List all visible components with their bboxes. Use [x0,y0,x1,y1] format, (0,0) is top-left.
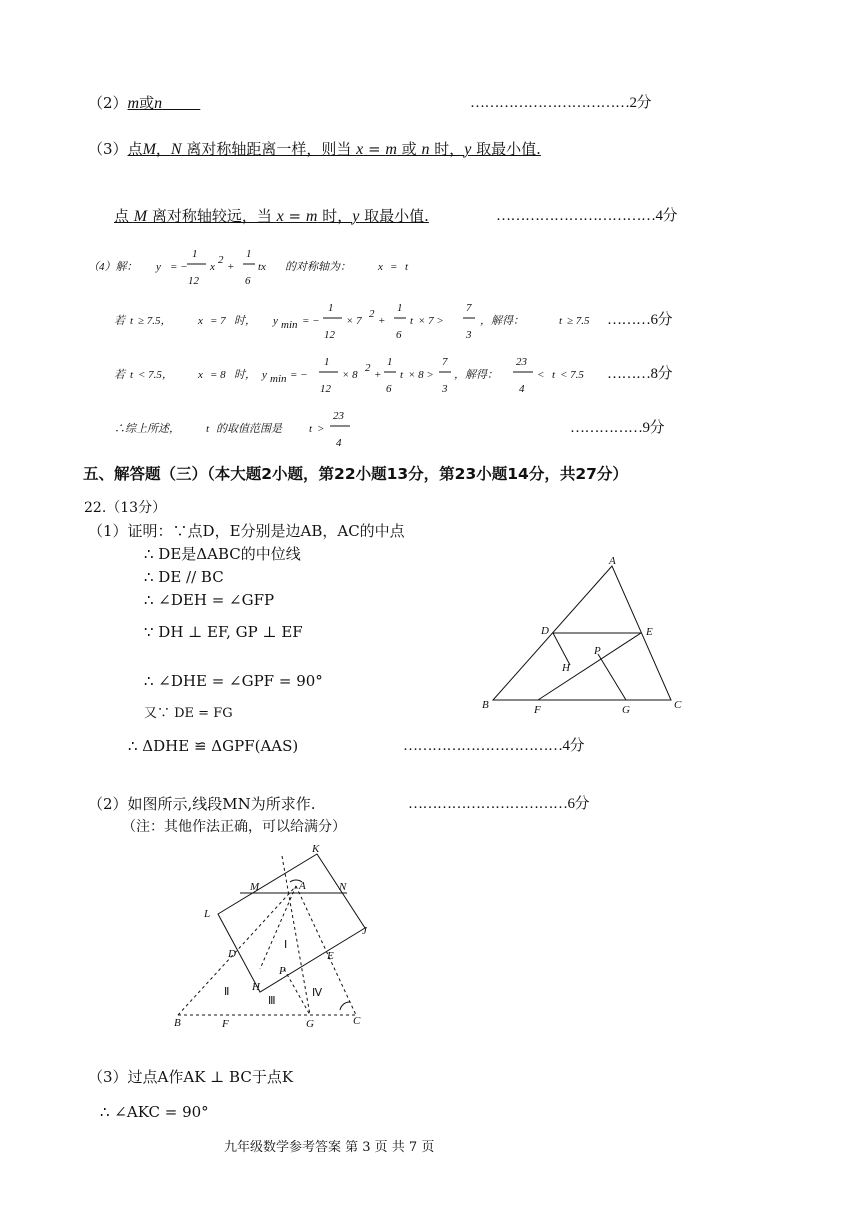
svg-text:x: x [378,261,383,273]
svg-text:23: 23 [333,410,344,422]
score-8: ………8分 [607,366,673,382]
svg-text:t: t [206,423,210,435]
svg-text:3: 3 [442,383,448,395]
part3-line1: （3）点M，N 离对称轴距离一样，则当 x = m 或 n 时，y 取最小值. [88,140,541,158]
svg-text:6: 6 [386,383,392,395]
q22-1d: ∵ DH ⊥ EF, GP ⊥ EF [144,623,303,641]
svg-text:4: 4 [336,437,342,449]
q22-1-text: （1）证明：∵点D，E分别是边AB，AC的中点 [88,522,405,540]
fig2-region-3: Ⅲ [268,995,276,1007]
q22-1-line [88,521,405,541]
svg-text:≥ 7.5，: ≥ 7.5， [138,315,172,327]
q22-1b: ∴ DE // BC [144,568,224,586]
svg-text:x: x [198,315,203,327]
score-4a: ……………………………4分 [496,208,678,224]
fig2-label-e: E [327,950,334,962]
svg-text:>: > [317,423,325,435]
part3-line2: 点 M 离对称轴较远，当 x = m 时，y 取最小值. [114,207,429,225]
svg-text:= 8: = 8 [210,369,226,381]
fig2-label-l: L [204,908,211,920]
svg-text:x: x [210,261,215,273]
svg-text:= −: = − [290,369,308,381]
svg-text:1: 1 [324,356,330,368]
svg-text:2: 2 [218,254,224,266]
svg-text:+: + [374,369,382,381]
fig1-label-a: A [609,555,616,567]
score-6a: ………6分 [607,312,673,328]
svg-text:= −: = − [170,261,188,273]
svg-text:，解得：: ，解得： [480,315,524,327]
svg-text:t: t [410,315,414,327]
svg-text:y: y [273,315,278,327]
fig2-label-d: D [228,948,236,960]
fig2-label-n: N [339,881,347,893]
svg-text:+: + [227,261,235,273]
svg-text:2: 2 [369,308,375,320]
svg-text:× 8 >: × 8 > [408,369,434,381]
svg-text:min: min [281,319,298,331]
svg-text:t: t [130,369,134,381]
svg-text:1: 1 [192,248,198,260]
fig2-label-f: F [222,1018,229,1030]
svg-text:7: 7 [442,356,448,368]
fig1-label-b: B [482,699,489,711]
figure-triangle-abc [478,552,690,718]
svg-text:tx: tx [258,261,266,273]
svg-text:t: t [552,369,556,381]
svg-text:时，: 时， [234,315,256,327]
svg-text:（4）解：: （4）解： [88,261,138,273]
q22-1a: ∴ DE是ΔABC的中位线 [144,545,301,563]
svg-text:t: t [405,261,409,273]
score-2: ……………………………2分 [470,95,652,111]
score-4b: ……………………………4分 [403,738,585,754]
svg-text:12: 12 [188,275,199,287]
svg-text:若: 若 [114,369,125,381]
svg-text:12: 12 [324,329,335,341]
fig2-region-1: Ⅰ [284,939,288,951]
svg-text:若: 若 [114,315,125,327]
q22-3a: ∴ ∠AKC = 90° [100,1103,209,1121]
svg-text:时，: 时， [234,369,256,381]
svg-text:<: < [537,369,545,381]
svg-text:6: 6 [396,329,402,341]
q22-1f: 又∵ DE = FG [144,706,233,721]
fig1-label-c: C [674,699,682,711]
fig1-label-e: E [646,626,653,638]
fig2-region-2: Ⅱ [224,986,230,998]
svg-text:23: 23 [516,356,527,368]
fig2-label-j: J [362,925,367,937]
q22-1c: ∴ ∠DEH = ∠GFP [144,591,275,609]
svg-text:1: 1 [387,356,393,368]
svg-text:t: t [130,315,134,327]
svg-text:y: y [262,369,267,381]
svg-text:3: 3 [466,329,472,341]
svg-text:t: t [309,423,313,435]
svg-text:1: 1 [328,302,334,314]
svg-text:× 8: × 8 [342,369,358,381]
svg-text:× 7: × 7 [346,315,362,327]
svg-text:≥ 7.5: ≥ 7.5 [567,315,590,327]
fig2-label-g: G [306,1018,314,1030]
q22-1e: ∴ ∠DHE = ∠GPF = 90° [144,672,323,690]
q22-1g: ∴ ΔDHE ≌ ΔGPF(AAS) [128,737,299,755]
fig2-label-h: H [252,981,260,993]
svg-text:=: = [390,261,398,273]
fig1-label-d: D [541,625,549,637]
fig2-label-k: K [312,843,320,855]
fig2-label-c: C [353,1015,361,1027]
figure-construction [172,842,372,1030]
svg-text:+: + [378,315,386,327]
score-6b: ……………………………6分 [408,796,590,812]
svg-text:7: 7 [466,302,472,314]
svg-text:= 7: = 7 [210,315,226,327]
svg-text:1: 1 [246,248,252,260]
fig2-label-a: A [299,880,306,892]
svg-text:y: y [156,261,161,273]
svg-text:< 7.5: < 7.5 [560,369,584,381]
svg-text:12: 12 [320,383,331,395]
fig2-label-b: B [174,1017,181,1029]
svg-text:4: 4 [519,383,525,395]
q22-3: （3）过点A作AK ⊥ BC于点K [88,1068,294,1086]
page-footer: 九年级数学参考答案 第 3 页 共 7 页 [224,1140,435,1155]
svg-text:t: t [559,315,563,327]
svg-text:的取值范围是: 的取值范围是 [216,423,282,435]
fig2-label-m: M [250,881,260,893]
svg-text:1: 1 [397,302,403,314]
svg-text:，解得：: ，解得： [454,369,498,381]
q22-2: （2）如图所示,线段MN为所求作. [88,795,316,813]
fig1-label-f: F [534,704,541,716]
svg-text:∴综上所述，: ∴综上所述， [114,423,180,435]
fig1-label-p: P [594,645,601,657]
svg-text:= −: = − [302,315,320,327]
svg-text:x: x [198,369,203,381]
svg-text:6: 6 [245,275,251,287]
q22-number: 22.（13分） [84,500,167,516]
svg-text:< 7.5，: < 7.5， [138,369,173,381]
fig2-label-p: P [279,965,286,977]
svg-text:× 7 >: × 7 > [418,315,444,327]
section-5-heading: 五、解答题（三）（本大题2小题，第22小题13分，第23小题14分，共27分） [83,465,628,483]
q22-2-note: （注：其他作法正确，可以给满分） [122,819,346,835]
svg-text:min: min [270,373,287,385]
svg-text:2: 2 [365,362,371,374]
svg-text:的对称轴为：: 的对称轴为： [285,261,351,273]
fig1-label-g: G [622,704,630,716]
fig1-label-h: H [562,662,570,674]
score-9: ……………9分 [570,420,665,436]
svg-text:t: t [400,369,404,381]
fig2-region-4: Ⅳ [312,987,323,999]
part2-answer: （2）m或n [88,94,163,112]
